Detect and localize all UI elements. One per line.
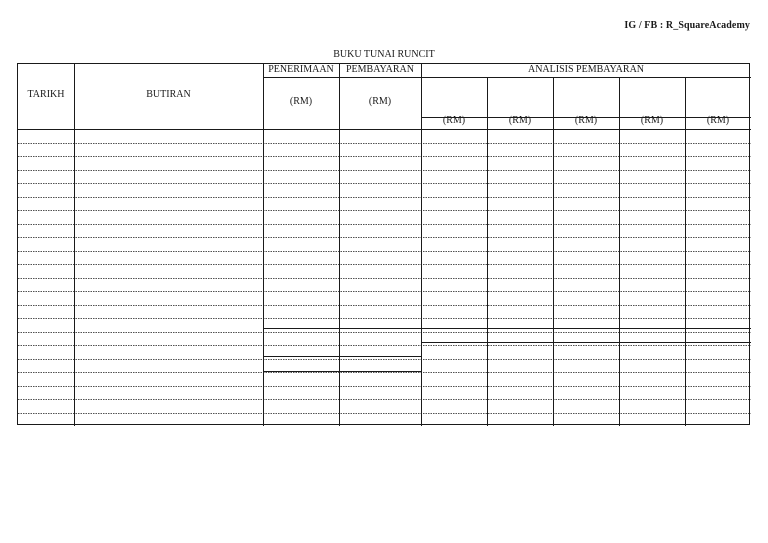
account-credit: IG / FB : R_SquareAcademy bbox=[624, 20, 750, 31]
header-penerimaan: PENERIMAAN bbox=[268, 64, 334, 75]
unit-analysis-2: (RM) bbox=[508, 115, 532, 126]
header-tarikh: TARIKH bbox=[27, 89, 65, 100]
unit-analysis-4: (RM) bbox=[640, 115, 664, 126]
unit-pembayaran: (RM) bbox=[368, 96, 392, 107]
header-butiran: BUTIRAN bbox=[146, 89, 191, 100]
document-title: BUKU TUNAI RUNCIT bbox=[333, 49, 435, 60]
unit-analysis-5: (RM) bbox=[706, 115, 730, 126]
header-analisis-pembayaran: ANALISIS PEMBAYARAN bbox=[527, 64, 645, 75]
unit-analysis-1: (RM) bbox=[442, 115, 466, 126]
unit-penerimaan: (RM) bbox=[289, 96, 313, 107]
unit-analysis-3: (RM) bbox=[574, 115, 598, 126]
petty-cash-ledger-table bbox=[17, 63, 750, 425]
header-pembayaran: PEMBAYARAN bbox=[346, 64, 414, 75]
